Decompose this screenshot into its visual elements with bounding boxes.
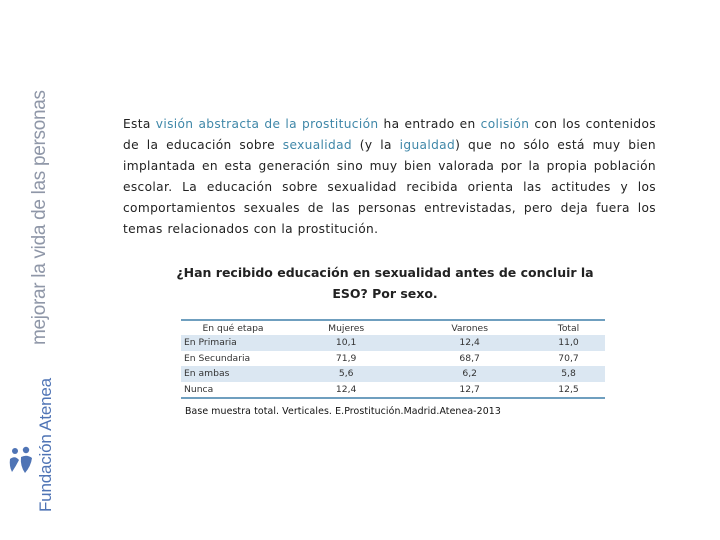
intro-text: Esta <box>123 117 156 132</box>
table-header-row <box>181 320 605 335</box>
row-label: Nunca <box>181 382 285 399</box>
header-total: Total <box>532 320 605 335</box>
question-line-1: ¿Han recibido educación en sexualidad antes de concluir la <box>176 265 594 280</box>
cell-women: 71,9 <box>335 352 357 364</box>
table-row <box>181 382 605 399</box>
cell-men: 12,4 <box>407 335 532 351</box>
intro-text: (y la <box>352 138 400 153</box>
table-row <box>181 351 605 367</box>
cell-men: 6,2 <box>407 366 532 382</box>
question-title <box>165 262 605 304</box>
intro-paragraph <box>123 114 656 240</box>
header-stage: En qué etapa <box>181 320 285 335</box>
cell-total: 5,8 <box>532 366 605 382</box>
intro-text: con los contenidos de la educación sobre <box>123 117 656 153</box>
header-men: Varones <box>407 320 532 335</box>
table-row <box>181 335 605 351</box>
header-women: Mujeres <box>285 320 407 335</box>
row-label: En Secundaria <box>184 352 251 364</box>
intro-highlight: sexualidad <box>282 138 353 153</box>
results-table <box>181 319 605 399</box>
cell-women: 5,6 <box>285 366 407 382</box>
intro-text: ) que no sólo está muy bien implantada en esta generación sino muy bien valorada por la propia población escolar. La educación sobre sexualidad recibida orienta las actitudes y los comportamientos sexuales de las personas entrevistadas, pero deja fuera los temas relacionados con la prostitución. <box>123 138 656 237</box>
sidebar-tagline: mejorar la vida de las personas <box>29 90 50 345</box>
cell-men: 12,7 <box>407 382 532 399</box>
intro-highlight: igualdad <box>399 138 456 153</box>
question-line-2: ESO? Por sexo. <box>332 286 438 301</box>
intro-text: ha entrado en <box>378 117 481 132</box>
cell-women: 10,1 <box>285 335 407 351</box>
row-label: En ambas <box>181 366 285 382</box>
cell-men: 68,7 <box>459 352 480 364</box>
intro-highlight: visión abstracta de la prostitución <box>155 117 379 132</box>
sidebar-brand: Fundación Atenea <box>36 378 55 512</box>
atenea-figures-icon <box>6 446 36 476</box>
source-note: Base muestra total. Verticales. E.Prostitución.Madrid.Atenea-2013 <box>185 406 501 417</box>
row-label: En Primaria <box>181 335 285 351</box>
intro-highlight: colisión <box>480 117 530 132</box>
table-row <box>181 366 605 382</box>
cell-total: 12,5 <box>532 382 605 399</box>
cell-total: 11,0 <box>532 335 605 351</box>
cell-total: 70,7 <box>558 352 579 364</box>
cell-women: 12,4 <box>285 382 407 399</box>
